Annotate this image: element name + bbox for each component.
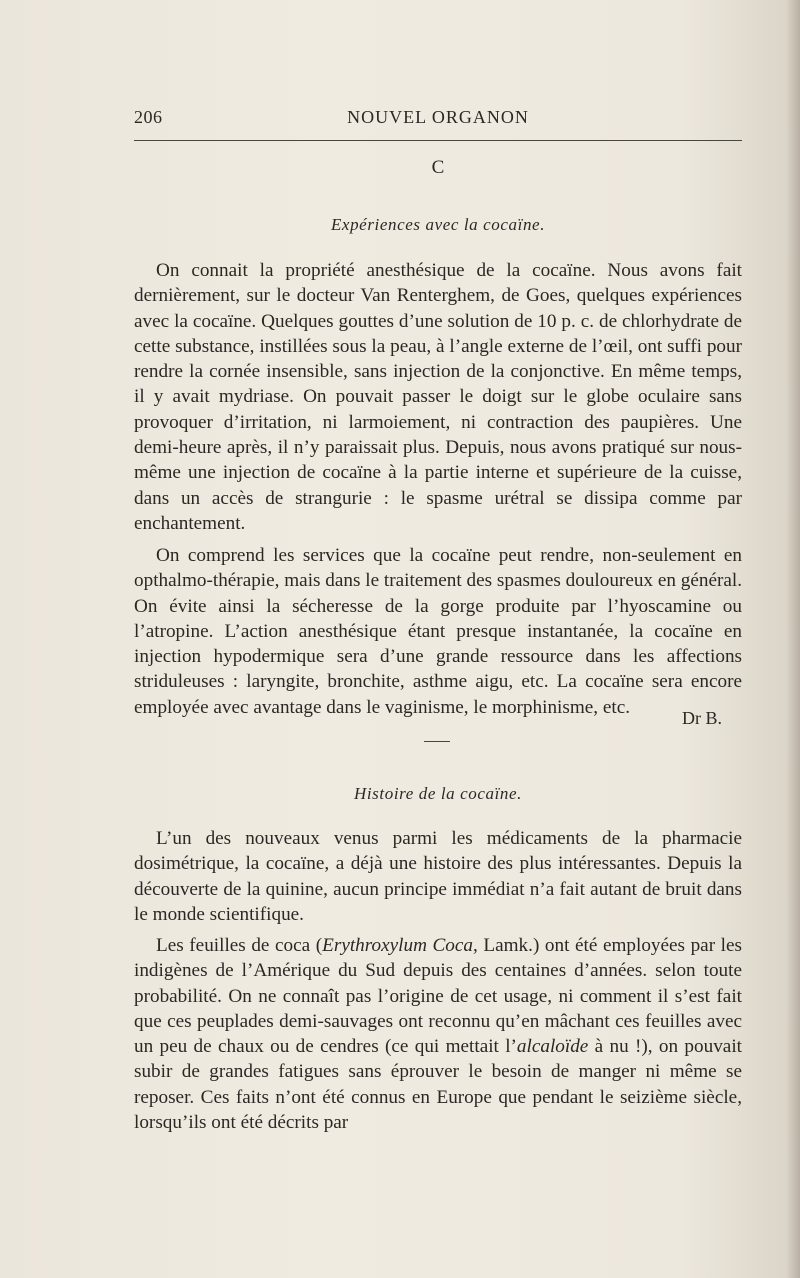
article2-paragraph-1: L’un des nouveaux venus parmi les médicaments de la pharmacie dosimétrique, la cocaïne, a déjà une histoire des plus intéressantes. Depuis la découverte de la quinine, aucun principe immédiat n’a fait autant de bruit dans le monde scientifique. — [134, 828, 742, 925]
header-rule — [134, 140, 742, 141]
running-title: NOUVEL ORGANON — [347, 107, 529, 127]
section-letter: C — [431, 157, 445, 178]
article1-paragraph-2: On comprend les services que la cocaïne peut rendre, non-seulement en opthalmo-thérapie, mais dans le traitement des spasmes douloureux en général. On évite ainsi la sécheresse de la gorge produite par l’hyoscamine ou l’atropine. L’action anesthésique étant presque instantanée, la cocaïne en injection hypodermique sera d’une grande ressource dans les affections striduleuses : laryngite, bronchite, asthme aigu, etc. La cocaïne sera encore employée avec avantage dans le vaginisme, le morphinisme, etc. — [134, 545, 742, 718]
paragraph-text-part-3: à nu !), on pouvait subir de grandes fatigues sans éprouver le besoin de manger ni même se reposer. Ces faits n’ont été connus en Europe que pendant le seizième siècle, lorsqu’ils ont été décrits par — [134, 1036, 742, 1134]
paragraph-text-part-1: Les feuilles de coca ( — [156, 935, 323, 956]
page-edge-shadow — [786, 0, 800, 1278]
paragraph-text-part-2: , Lamk.) ont été employées par les indigènes de l’Amérique du Sud depuis des centaines d’années. selon toute probabilité. On ne connaît pas l’origine de cet usage, ni comment il s’est fait que ces peuplades demi-sauvages ont reconnu qu’en mâchant ces feuilles avec un peu de chaux ou de cendres (ce qui mettait l’ — [134, 935, 742, 1058]
author-signature: Dr B. — [682, 708, 722, 728]
article1-paragraph-1: On connait la propriété anesthésique de la cocaïne. Nous avons fait dernièrement, sur le docteur Van Renterghem, de Goes, quelques expériences avec la cocaïne. Quelques gouttes d’une solution de 10 p. c. de chlorhydrate de cette substance, instillées sous la peau, à l’angle externe de l’œil, ont suffi pour rendre la cornée insensible, sans injection de la conjonctive. En même temps, il y avait mydriase. On pouvait passer le doigt sur le globe oculaire sans provoquer d’irritation, ni larmoiement, ni contraction des paupières. Une demi-heure après, il n’y paraissait plus. Depuis, nous avons pratiqué sur nous-même une injection de cocaïne à la partie interne et supérieure de la cuisse, dans un accès de strangurie : le spasme urétral se dissipa comme par enchantement. — [134, 260, 742, 534]
section-separator — [424, 741, 450, 742]
species-name: Erythroxylum Coca — [322, 935, 474, 956]
page-number: 206 — [134, 107, 163, 127]
page-header — [134, 107, 742, 131]
article-title-experiences: Expériences avec la cocaïne. — [330, 215, 546, 234]
article-title-histoire: Histoire de la cocaïne. — [353, 784, 523, 803]
alkaloid-term: alcaloïde — [516, 1036, 589, 1058]
article2-paragraph-2 — [134, 933, 742, 1135]
